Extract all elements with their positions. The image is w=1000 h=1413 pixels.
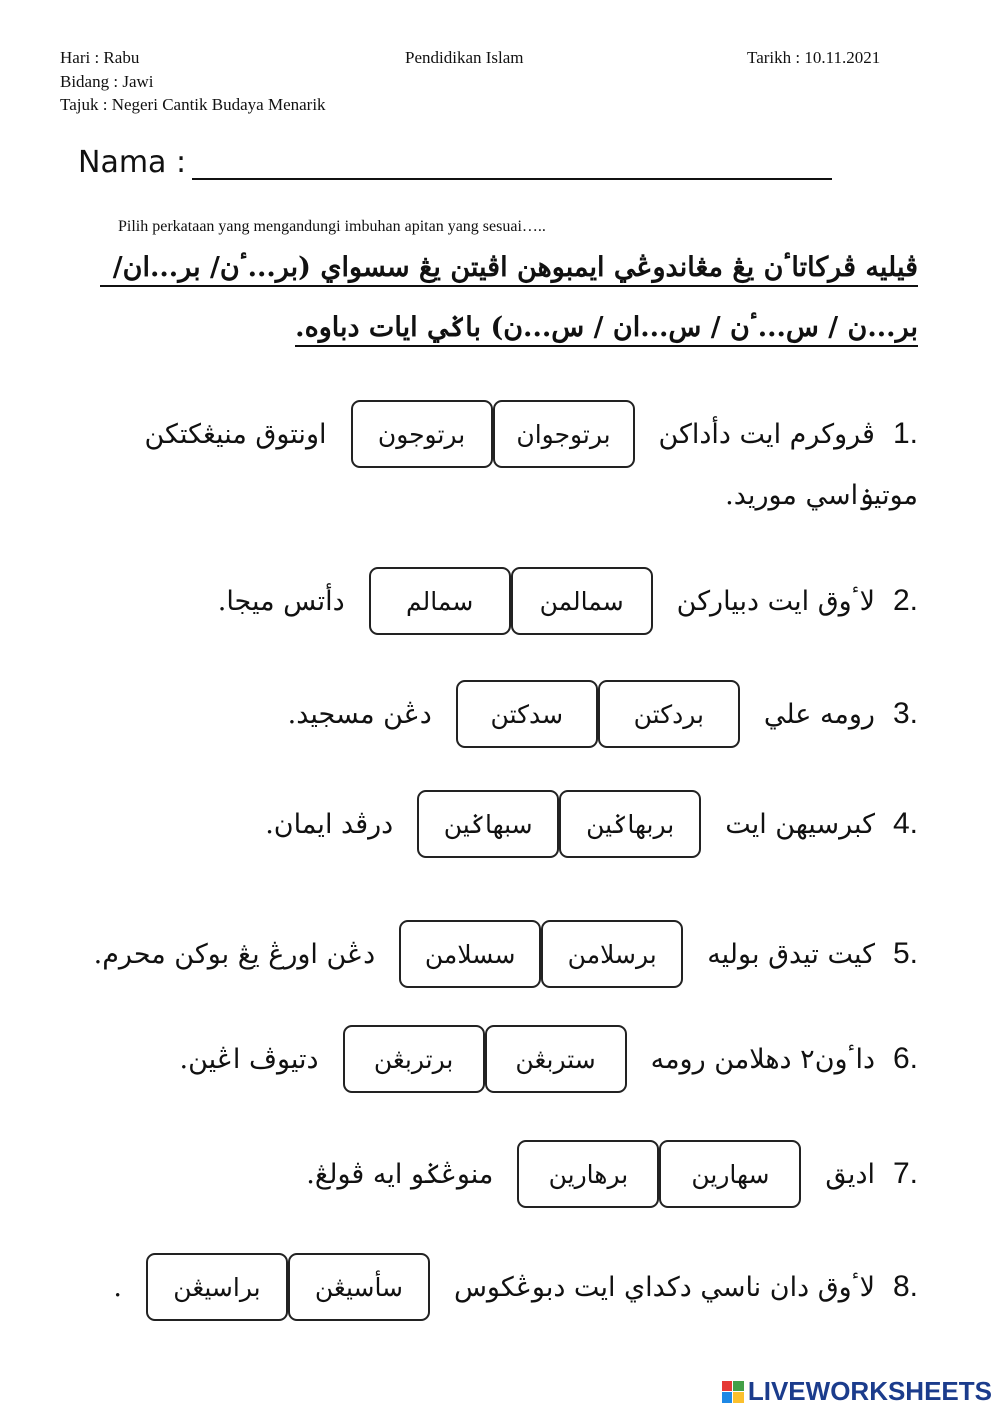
question-7	[296, 1140, 918, 1208]
question-4	[255, 790, 918, 858]
answer-options	[417, 790, 701, 858]
answer-option[interactable]: سدكتن	[456, 680, 598, 748]
question-text-before: كبرسيهن ايت	[725, 808, 875, 840]
question-number: 3.	[892, 697, 918, 730]
question-1	[135, 400, 919, 468]
question-number: 5.	[892, 937, 918, 970]
name-input-line[interactable]	[192, 178, 832, 180]
answer-option[interactable]: برتربڠن	[343, 1025, 485, 1093]
answer-option[interactable]: سأسيڠن	[288, 1253, 430, 1321]
answer-option[interactable]: سهارين	[659, 1140, 801, 1208]
question-5	[84, 920, 918, 988]
name-label: Nama :	[78, 145, 187, 180]
topic-label: Tajuk : Negeri Cantik Budaya Menarik	[60, 95, 326, 114]
jawi-instruction-line-1: ڤيليه ڤركاتاٴن يڠ مڠاندوڠي ايمبوهن اڤيتن يڠ سسواي (بر...ٴن/ بر...ان/	[100, 252, 918, 287]
question-text-after: درڤد ايمان.	[265, 808, 394, 840]
question-text-after: دڠن مسجيد.	[287, 698, 432, 730]
question-text-after: دڠن اورڠ يڠ بوكن محرم.	[93, 938, 376, 970]
question-text-after: .	[113, 1271, 122, 1303]
question-text-continuation: موتيۏاسي موريد.	[725, 480, 918, 511]
question-text-after: اونتوق منيڠكتكن	[144, 418, 327, 450]
answer-options	[343, 1025, 627, 1093]
question-text-before: لاٴوق دان ناسي دكداي ايت دبوڠكوس	[453, 1271, 875, 1303]
question-number: 2.	[892, 584, 918, 617]
question-text-before: لاٴوق ايت دبياركن	[676, 585, 875, 617]
answer-option[interactable]: سمالم	[369, 567, 511, 635]
answer-option[interactable]: بردكتن	[598, 680, 740, 748]
answer-option[interactable]: سسلامن	[399, 920, 541, 988]
question-number: 6.	[892, 1042, 918, 1075]
liveworksheets-logo	[722, 1376, 992, 1407]
question-text-after: منوڠݢو ايه ڤولڠ.	[306, 1158, 494, 1190]
question-text-before: اديق	[825, 1158, 875, 1190]
question-6	[169, 1025, 918, 1093]
answer-options	[351, 400, 635, 468]
question-3	[278, 680, 918, 748]
question-2	[208, 567, 918, 635]
question-number: 7.	[892, 1157, 918, 1190]
field-label: Bidang : Jawi	[60, 72, 154, 91]
answer-options	[146, 1253, 430, 1321]
answer-option[interactable]: برسلامن	[541, 920, 683, 988]
instruction-text: Pilih perkataan yang mengandungi imbuhan apitan yang sesuai…..	[118, 218, 546, 235]
question-number: 8.	[892, 1270, 918, 1303]
jawi-instruction-line-2: بر...ن / س...ٴن / س...ان / س...ن) باݢي ايات دباوه.	[295, 312, 918, 347]
question-text-before: ڤروكرم ايت دأداكن	[658, 418, 875, 450]
question-text-after: دأتس ميجا.	[217, 585, 345, 617]
answer-options	[399, 920, 683, 988]
subject-label: Pendidikan Islam	[405, 48, 524, 67]
question-number: 1.	[892, 417, 918, 450]
question-text-before: رومه علي	[763, 698, 875, 730]
question-text-before: كيت تيدق بوليه	[707, 938, 875, 970]
answer-options	[517, 1140, 801, 1208]
answer-option[interactable]: براسيڠن	[146, 1253, 288, 1321]
logo-icon	[722, 1381, 744, 1403]
brand-text: LIVEWORKSHEETS	[747, 1376, 992, 1406]
answer-option[interactable]: برتوجوان	[493, 400, 635, 468]
answer-option[interactable]: برتوجون	[351, 400, 493, 468]
question-text-before: داٴون٢ دهلامن رومه	[650, 1043, 875, 1075]
answer-options	[456, 680, 740, 748]
answer-option[interactable]: سمالمن	[511, 567, 653, 635]
answer-option[interactable]: برهارين	[517, 1140, 659, 1208]
question-number: 4.	[892, 807, 918, 840]
answer-option[interactable]: بربهاݢين	[559, 790, 701, 858]
date-label: Tarikh : 10.11.2021	[747, 48, 881, 67]
answer-options	[369, 567, 653, 635]
answer-option[interactable]: ستربڠن	[485, 1025, 627, 1093]
question-text-after: دتيوڤ اڠين.	[179, 1043, 319, 1075]
day-label: Hari : Rabu	[60, 48, 140, 67]
question-8	[103, 1253, 918, 1321]
answer-option[interactable]: سبهاݢين	[417, 790, 559, 858]
